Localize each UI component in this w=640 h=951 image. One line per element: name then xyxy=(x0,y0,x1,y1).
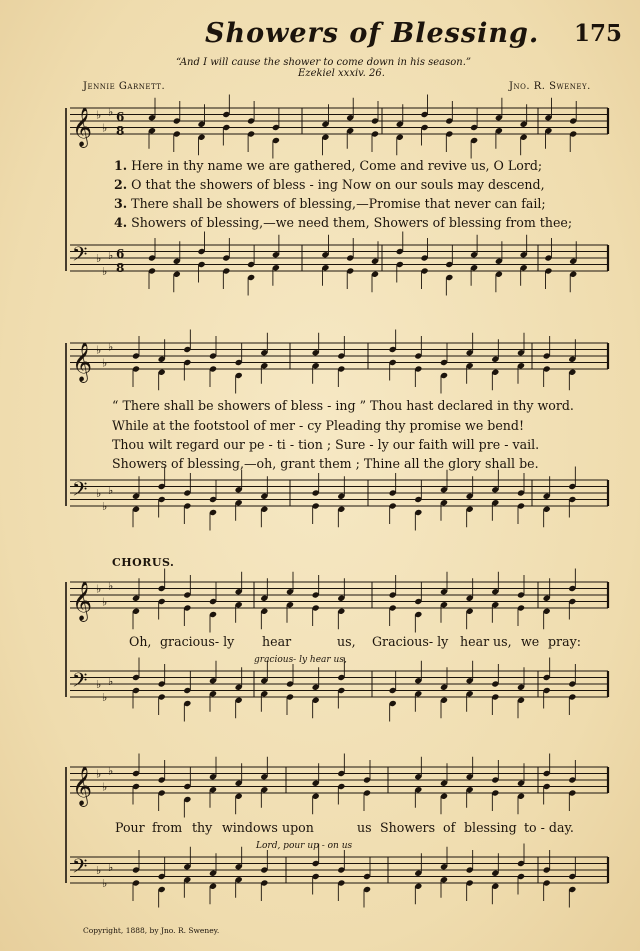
flat-icon: ♭ xyxy=(102,356,108,370)
chorus-word: hear xyxy=(262,634,292,649)
verse-continuation-1: “ There shall be showers of bless - ing ” Thou hast declared in thy word. xyxy=(112,398,574,413)
time-signature: 6 xyxy=(116,110,125,124)
flat-icon: ♭ xyxy=(96,582,102,596)
flat-icon: ♭ xyxy=(102,595,108,609)
flat-icon: ♭ xyxy=(96,487,102,500)
lyricist-credit: Jennie Garnett. xyxy=(83,81,166,92)
chorus-word: us, xyxy=(493,634,512,649)
chorus-word: we xyxy=(521,634,540,649)
flat-icon: ♭ xyxy=(108,483,114,497)
treble-clef-icon: 𝄞 xyxy=(72,342,93,382)
chorus-word: to - day. xyxy=(524,820,574,835)
page-number: 175 xyxy=(574,20,623,47)
flat-icon: ♭ xyxy=(108,579,114,593)
flat-icon: ♭ xyxy=(108,340,114,354)
treble-clef-icon: 𝄞 xyxy=(72,107,93,147)
chorus-word: pray: xyxy=(548,634,581,649)
flat-icon: ♭ xyxy=(96,678,102,691)
flat-icon: ♭ xyxy=(102,500,108,513)
verse-text: O that the showers of bless - ing Now on our souls may descend, xyxy=(131,177,545,192)
verse-text: Here in thy name we are gathered, Come and revive us, O Lord; xyxy=(131,158,543,173)
verse-continuation-3: Thou wilt regard our pe - ti - tion ; Sure - ly our faith will pre - vail. xyxy=(112,437,540,452)
flat-icon: ♭ xyxy=(102,265,108,278)
bass-clef-icon: 𝄢 xyxy=(72,477,88,506)
verse-line-3 xyxy=(114,196,546,211)
verse-number: 1. xyxy=(114,158,128,173)
verse-line-2 xyxy=(114,177,545,192)
flat-icon: ♭ xyxy=(96,767,102,781)
chorus-word: windows xyxy=(222,820,278,835)
flat-icon: ♭ xyxy=(96,252,102,265)
time-signature: 8 xyxy=(116,124,125,138)
verse-line-4 xyxy=(114,215,572,230)
chorus-word: us xyxy=(357,820,372,835)
verse-text: There shall be showers of blessing,—Promise that never can fail; xyxy=(131,196,546,211)
flat-icon: ♭ xyxy=(96,108,102,122)
flat-icon: ♭ xyxy=(96,864,102,877)
bass-clef-icon: 𝄢 xyxy=(72,668,88,697)
verse-continuation-2: While at the footstool of mer - cy Pleading thy promise we bend! xyxy=(112,418,525,433)
flat-icon: ♭ xyxy=(108,248,114,262)
flat-icon: ♭ xyxy=(108,105,114,119)
bass-clef-icon: 𝄢 xyxy=(72,854,88,883)
verse-number: 3. xyxy=(114,196,128,211)
copyright-notice: Copyright, 1888, by Jno. R. Sweney. xyxy=(83,926,220,935)
chorus-word: of xyxy=(443,820,456,835)
flat-icon: ♭ xyxy=(108,860,114,874)
hymn-title: Showers of Blessing. xyxy=(205,18,540,49)
chorus-heading: CHORUS. xyxy=(112,556,175,569)
flat-icon: ♭ xyxy=(102,780,108,794)
time-signature: 6 xyxy=(116,247,125,261)
chorus-word: gracious- ly xyxy=(160,634,235,649)
chorus-word: hear xyxy=(460,634,490,649)
bass-clef-icon: 𝄢 xyxy=(72,242,88,271)
chorus-word: blessing xyxy=(464,820,517,835)
chorus-word: Oh, xyxy=(129,634,152,649)
flat-icon: ♭ xyxy=(108,764,114,778)
chorus-word: Showers xyxy=(380,820,436,835)
chorus-word: Pour xyxy=(115,820,145,835)
chorus-word: thy xyxy=(192,820,213,835)
flat-icon: ♭ xyxy=(102,877,108,890)
composer-credit: Jno. R. Sweney. xyxy=(509,81,591,92)
verse-text: Showers of blessing,—we need them, Showers of blessing from thee; xyxy=(131,215,573,230)
epigraph: “And I will cause the shower to come down in his season.” xyxy=(176,57,472,68)
verse-continuation-4: Showers of blessing,—oh, grant them ; Thine all the glory shall be. xyxy=(112,456,539,471)
chorus-word: Gracious- ly xyxy=(372,634,449,649)
verse-number: 2. xyxy=(114,177,128,192)
flat-icon: ♭ xyxy=(102,691,108,704)
chorus-word: upon xyxy=(282,820,314,835)
scripture-reference: Ezekiel xxxiv. 26. xyxy=(298,68,385,79)
treble-clef-icon: 𝄞 xyxy=(72,581,93,621)
flat-icon: ♭ xyxy=(102,121,108,135)
bass-echo-text: Lord, pour up - on us xyxy=(256,841,353,851)
flat-icon: ♭ xyxy=(96,343,102,357)
time-signature: 8 xyxy=(116,261,125,275)
chorus-word: from xyxy=(152,820,183,835)
bass-echo-text: gracious- ly hear us, xyxy=(254,655,347,665)
treble-clef-icon: 𝄞 xyxy=(72,766,93,806)
chorus-word: us, xyxy=(337,634,356,649)
flat-icon: ♭ xyxy=(108,674,114,688)
verse-line-1 xyxy=(114,158,542,173)
verse-number: 4. xyxy=(114,215,128,230)
